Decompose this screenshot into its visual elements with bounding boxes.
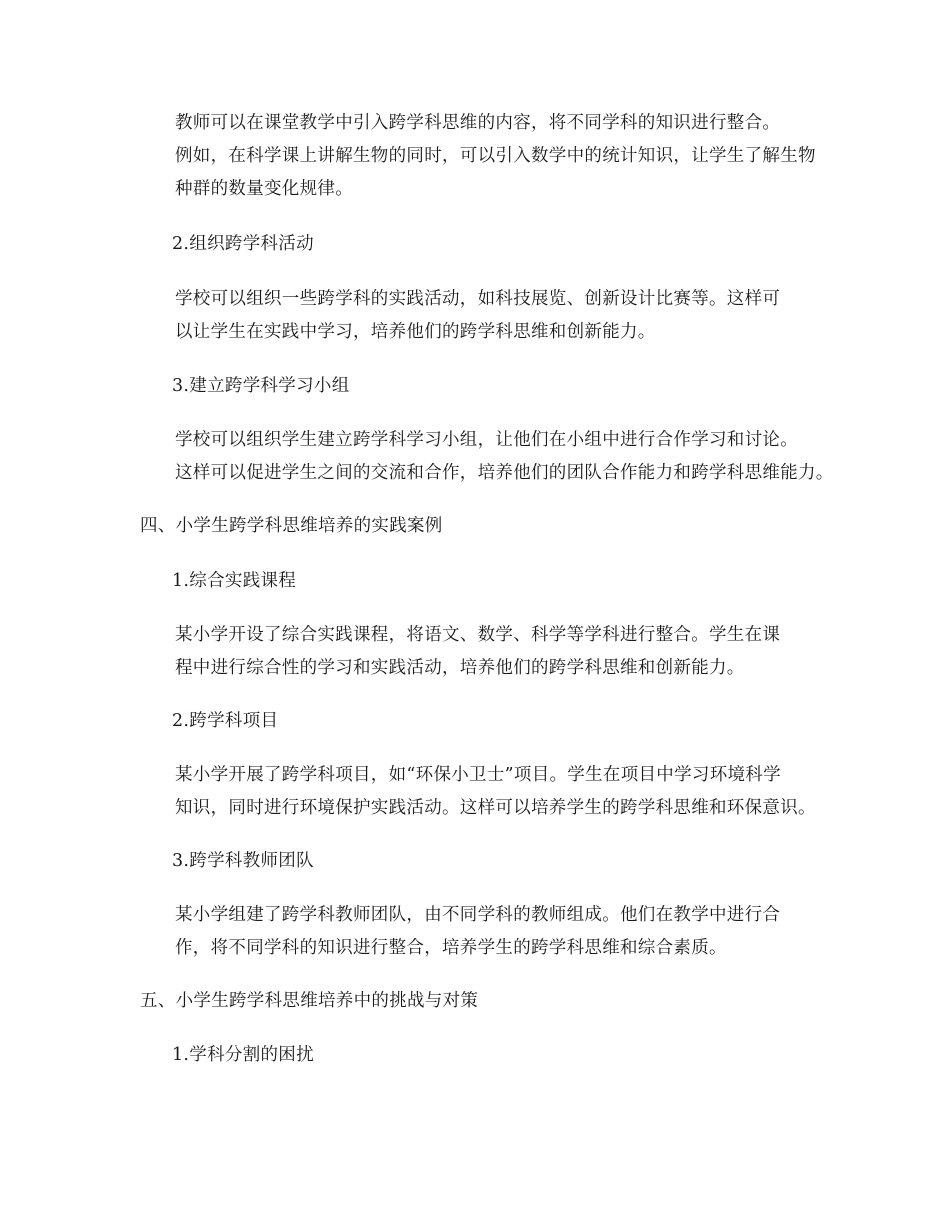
text-line: 教师可以在课堂教学中引入跨学科思维的内容，将不同学科的知识进行整合。 [175, 113, 781, 133]
paragraph-teacher-integration [140, 107, 830, 206]
paragraph-cross-subject-project [140, 759, 830, 825]
text-line: 以让学生在实践中学习，培养他们的跨学科思维和创新能力。 [175, 322, 656, 342]
paragraph-study-groups [140, 424, 834, 490]
text-line: 学校可以组织一些跨学科的实践活动，如科技展览、创新设计比赛等。这样可 [175, 289, 781, 309]
subheading-text: 3.跨学科教师团队 [172, 851, 314, 871]
text-line: 某小学开展了跨学科项目，如“环保小卫士”项目。学生在项目中学习环境科学 [175, 765, 781, 785]
paragraph-teacher-team [140, 899, 830, 965]
text-line: 作，将不同学科的知识进行整合，培养学生的跨学科思维和综合素质。 [175, 938, 727, 958]
text-line: 这样可以促进学生之间的交流和合作，培养他们的团队合作能力和跨学科思维能力。 [175, 463, 834, 483]
subheading-subject-division [140, 1039, 830, 1072]
paragraph-school-activities [140, 283, 830, 349]
subheading-text: 3.建立跨学科学习小组 [172, 376, 350, 396]
subheading-text: 2.跨学科项目 [172, 711, 279, 731]
subheading-text: 1.学科分割的困扰 [172, 1045, 314, 1065]
subheading-comprehensive-course [140, 565, 830, 598]
subheading-text: 1.综合实践课程 [172, 571, 297, 591]
subheading-text: 2.组织跨学科活动 [172, 234, 314, 254]
subheading-teacher-team [140, 845, 830, 878]
text-line: 种群的数量变化规律。 [175, 179, 353, 199]
heading-text: 五、小学生跨学科思维培养中的挑战与对策 [140, 991, 479, 1011]
section-heading-practice-cases [140, 510, 830, 543]
text-line: 程中进行综合性的学习和实践活动，培养他们的跨学科思维和创新能力。 [175, 658, 745, 678]
subheading-study-groups [140, 370, 830, 403]
section-heading-challenges [140, 985, 830, 1018]
heading-text: 四、小学生跨学科思维培养的实践案例 [140, 516, 443, 536]
text-line: 某小学开设了综合实践课程，将语文、数学、科学等学科进行整合。学生在课 [175, 625, 781, 645]
text-line: 学校可以组织学生建立跨学科学习小组，让他们在小组中进行合作学习和讨论。 [175, 430, 798, 450]
subheading-organize-activities [140, 228, 830, 261]
paragraph-comprehensive-course [140, 619, 830, 685]
text-line: 某小学组建了跨学科教师团队，由不同学科的教师组成。他们在教学中进行合 [175, 905, 781, 925]
text-line: 知识，同时进行环境保护实践活动。这样可以培养学生的跨学科思维和环保意识。 [175, 798, 816, 818]
text-line: 例如，在科学课上讲解生物的同时，可以引入数学中的统计知识，让学生了解生物 [175, 146, 816, 166]
subheading-cross-subject-project [140, 705, 830, 738]
